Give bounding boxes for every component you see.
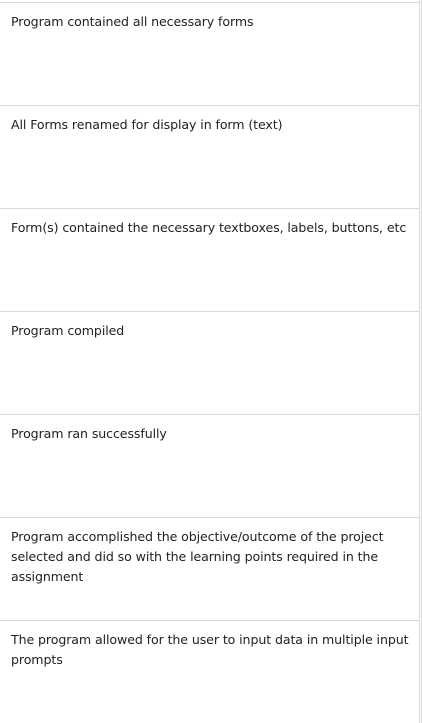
criterion-text: Program compiled bbox=[11, 323, 125, 338]
criterion-row bbox=[0, 2, 419, 105]
criterion-row bbox=[0, 414, 419, 517]
criterion-text: Form(s) contained the necessary textboxes, labels, buttons, etc bbox=[11, 220, 407, 235]
criterion-text: Program contained all necessary forms bbox=[11, 14, 254, 29]
criterion-row bbox=[0, 620, 419, 723]
criterion-text: The program allowed for the user to input data in multiple input prompts bbox=[11, 632, 409, 667]
criterion-row bbox=[0, 517, 419, 620]
criterion-text: All Forms renamed for display in form (text) bbox=[11, 117, 283, 132]
criterion-row bbox=[0, 105, 419, 208]
criterion-row bbox=[0, 208, 419, 311]
criterion-text: Program ran successfully bbox=[11, 426, 167, 441]
criterion-text: Program accomplished the objective/outcome of the project selected and did so with the learning points required in the assignment bbox=[11, 529, 384, 584]
criterion-row bbox=[0, 311, 419, 414]
